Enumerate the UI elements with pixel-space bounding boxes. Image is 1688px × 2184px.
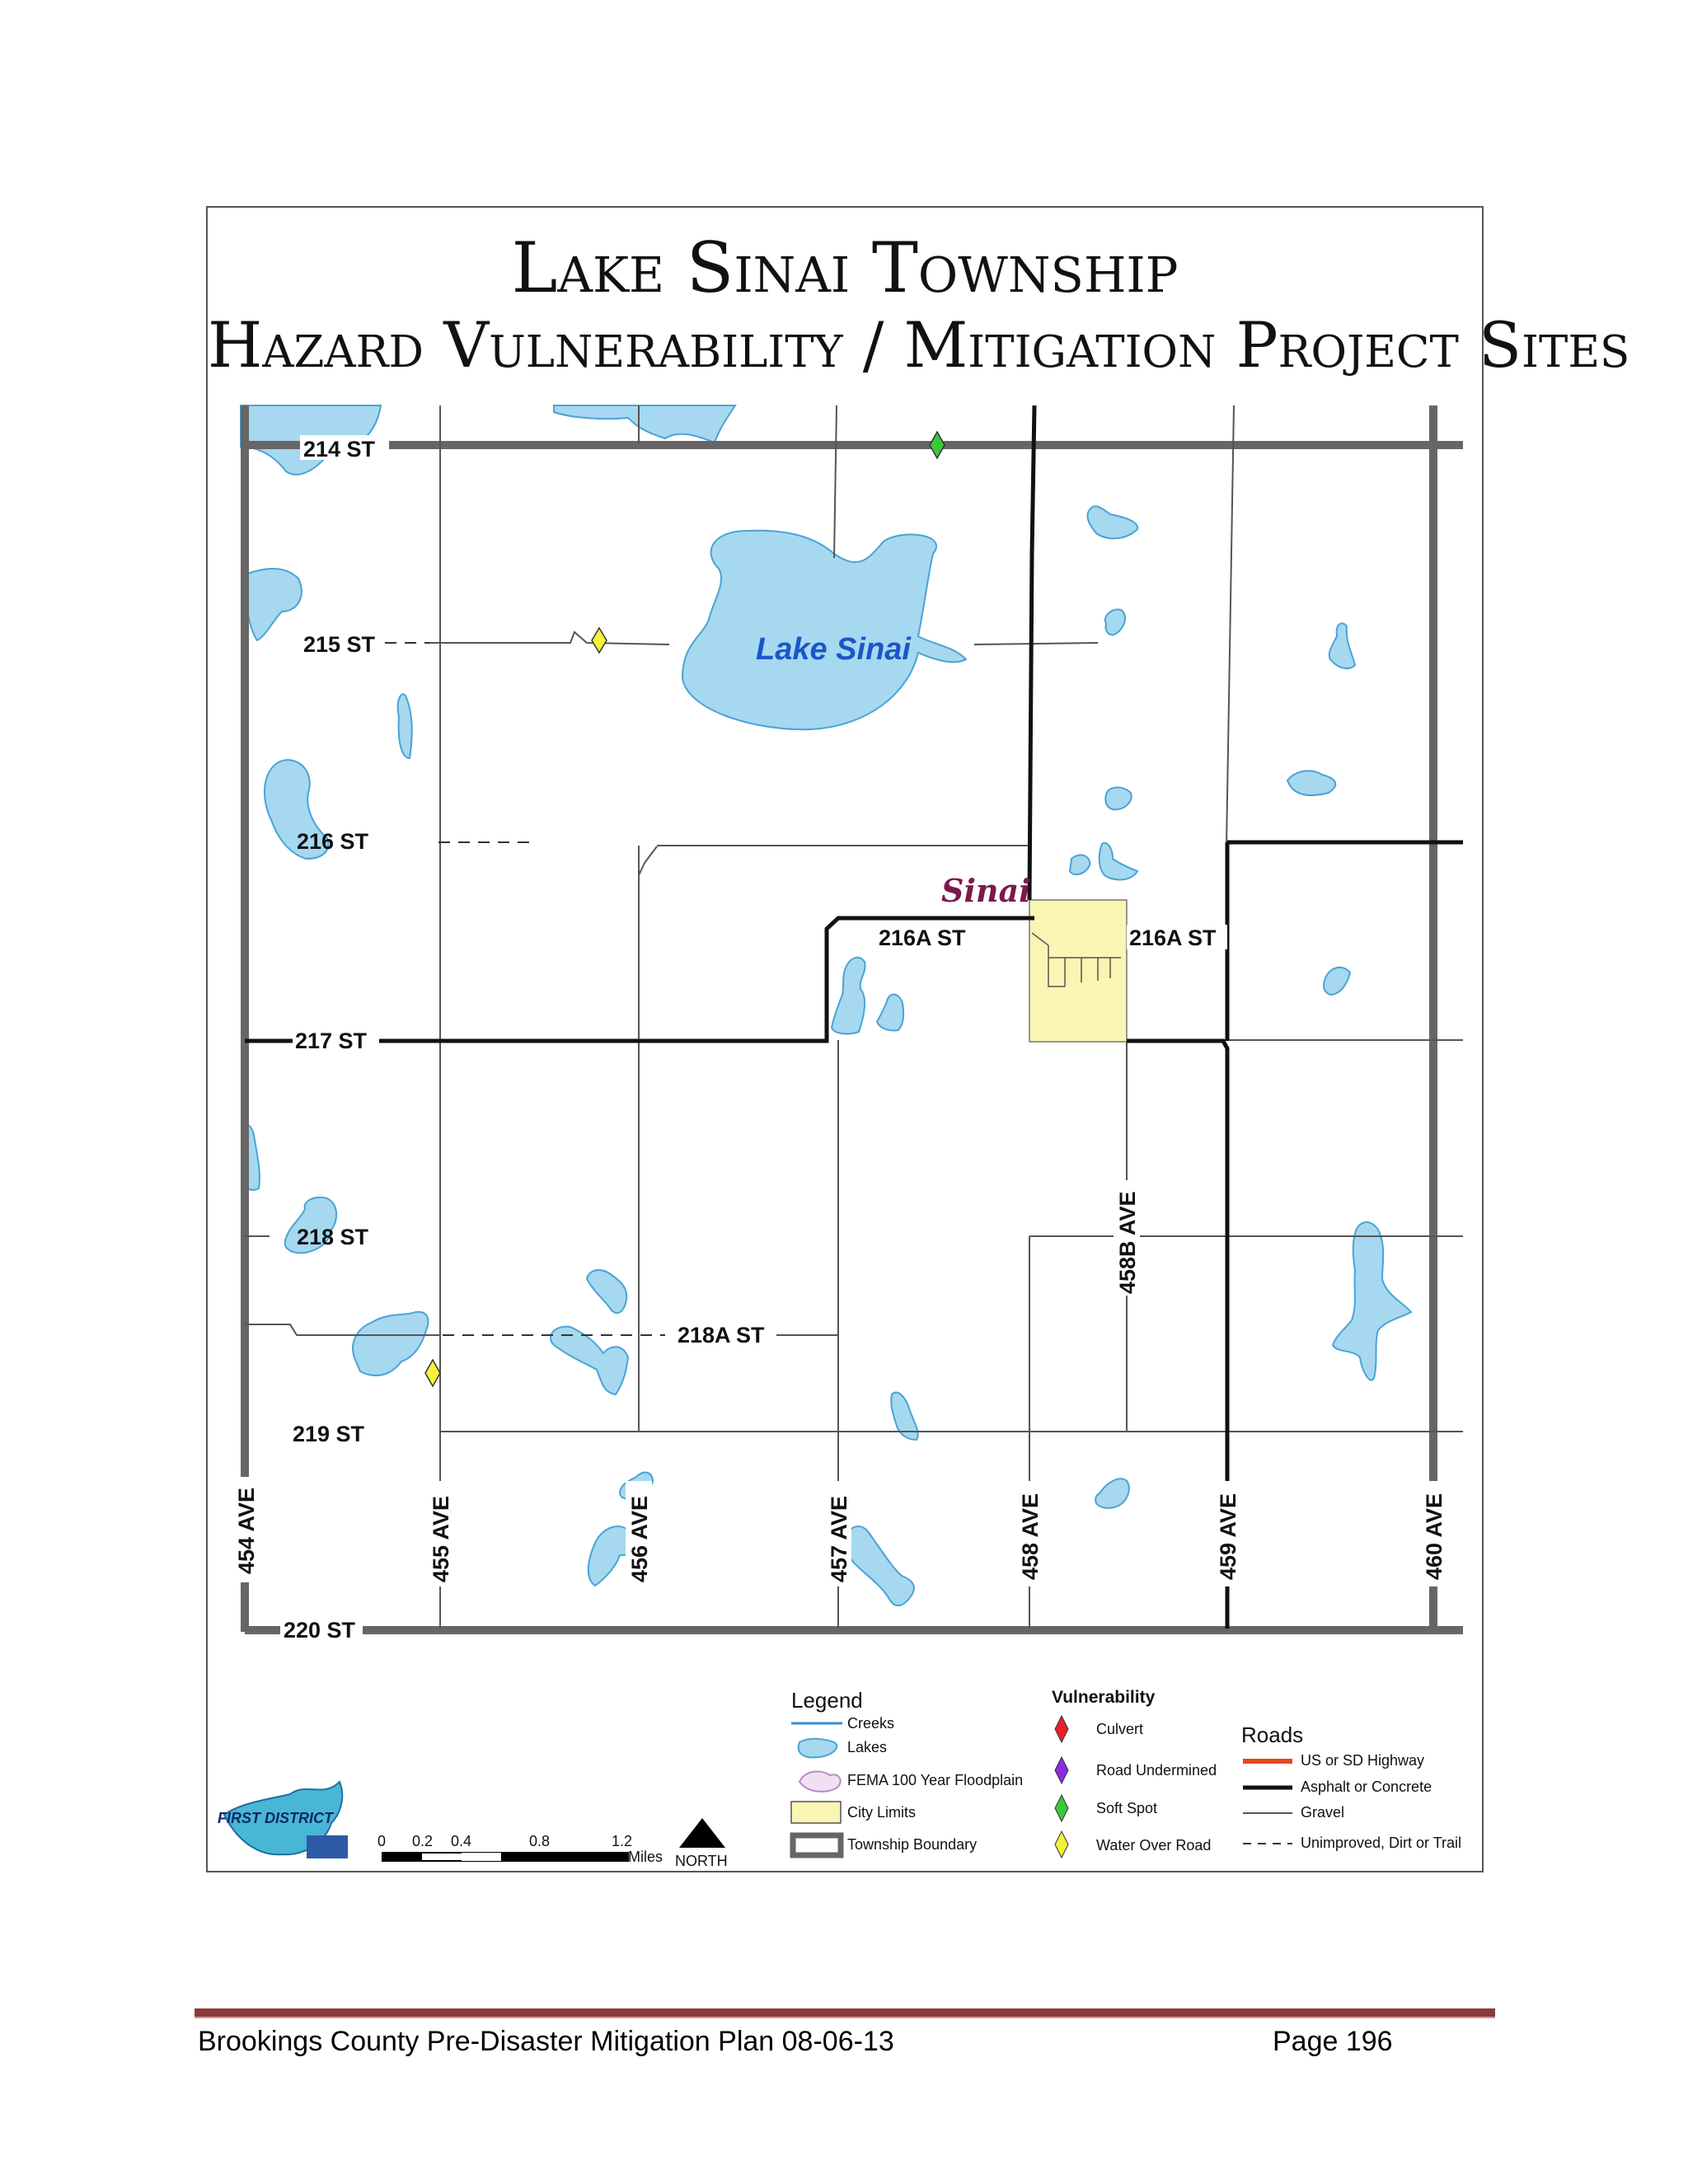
street-216a-west-label: 216A ST — [879, 926, 966, 950]
legend-item-floodplain: FEMA 100 Year Floodplain — [847, 1772, 1024, 1788]
street-214-label: 214 ST — [303, 437, 376, 462]
legend-gravel: Gravel — [1301, 1804, 1345, 1821]
lake-w-215 — [245, 569, 302, 640]
avenue-458b-label: 458B AVE — [1115, 1191, 1140, 1294]
lake-e-218 — [1333, 1222, 1411, 1380]
north-arrow-icon — [679, 1818, 725, 1848]
scale-tick-4: 1.2 — [612, 1833, 633, 1849]
soft-spot-marker — [930, 432, 945, 458]
avenue-458-label: 458 AVE — [1018, 1493, 1043, 1580]
town-sinai-label: Sinai — [941, 872, 1031, 909]
water-over-road-marker — [592, 628, 607, 653]
lake-sinai-town-n — [1070, 843, 1137, 880]
scale-unit: Miles — [628, 1849, 663, 1865]
lake-218a-mid — [551, 1327, 628, 1394]
lake-w-219 — [353, 1312, 428, 1376]
lake-sinai-label: Lake Sinai — [756, 632, 911, 667]
street-218a-label: 218A ST — [678, 1323, 765, 1347]
legend-title: Legend — [791, 1688, 863, 1713]
road-undermined-icon — [1055, 1757, 1068, 1783]
lake-sinai-shape — [682, 531, 966, 729]
north-label: NORTH — [675, 1853, 728, 1869]
culvert-icon — [1055, 1716, 1068, 1742]
street-220-label: 220 ST — [284, 1618, 356, 1643]
legend-item-creeks: Creeks — [847, 1715, 895, 1732]
scale-tick-2: 0.4 — [451, 1833, 472, 1849]
lake-small-a — [398, 694, 412, 758]
legend-unimproved: Unimproved, Dirt or Trail — [1301, 1835, 1462, 1851]
street-219-label: 219 ST — [293, 1422, 365, 1446]
street-216-label: 216 ST — [297, 829, 369, 854]
avenue-labels — [232, 1180, 1447, 1586]
first-district-logo — [218, 1782, 348, 1858]
lake-e-217 — [1324, 968, 1350, 995]
footer-page-number: Page 196 — [1273, 2026, 1393, 2057]
logo-text: FIRST DISTRICT — [218, 1810, 333, 1826]
water-over-road-icon — [1055, 1831, 1068, 1858]
lake-216a — [832, 958, 903, 1034]
water-over-road-marker — [425, 1360, 440, 1386]
scale-tick-0: 0 — [377, 1833, 387, 1849]
legend-item-boundary: Township Boundary — [847, 1836, 978, 1853]
avenue-459-label: 459 AVE — [1216, 1493, 1240, 1580]
lake-456-218a — [587, 1270, 626, 1313]
avenue-460-label: 460 AVE — [1422, 1493, 1447, 1580]
lake-e-small — [1105, 787, 1131, 809]
lake-ne-4 — [1287, 771, 1335, 795]
township-map — [208, 208, 1630, 1874]
legend-soft-spot: Soft Spot — [1096, 1800, 1158, 1816]
street-218-label: 218 ST — [297, 1225, 369, 1249]
lake-ne-3 — [1329, 623, 1355, 668]
legend-item-city-limits: City Limits — [847, 1804, 917, 1821]
soft-spot-icon — [1055, 1795, 1068, 1821]
legend-road-undermined: Road Undermined — [1096, 1762, 1217, 1779]
map-title: Lake Sinai Township — [511, 227, 1179, 308]
street-216a-east-label: 216A ST — [1129, 926, 1217, 950]
scale-tick-3: 0.8 — [529, 1833, 551, 1849]
scale-tick-1: 0.2 — [412, 1833, 434, 1849]
street-215-label: 215 ST — [303, 632, 376, 657]
map-subtitle: Hazard Vulnerability / Mitigation Project Sites — [208, 308, 1630, 382]
vulnerability-title: Vulnerability — [1052, 1688, 1156, 1707]
map-frame — [206, 206, 1630, 1872]
lake-n-top — [554, 405, 735, 443]
legend-highway: US or SD Highway — [1301, 1752, 1425, 1769]
footer-document-title: Brookings County Pre-Disaster Mitigation Plan 08-06-13 — [198, 2026, 894, 2057]
scale-bar — [377, 1818, 728, 1869]
lake-ne-2 — [1105, 609, 1125, 635]
street-217-label: 217 ST — [295, 1029, 368, 1053]
roads-title: Roads — [1241, 1722, 1304, 1747]
unimproved-roads — [385, 643, 665, 1335]
lake-458-220 — [1095, 1479, 1129, 1508]
avenue-455-label: 455 AVE — [429, 1495, 453, 1582]
lake-457-219 — [891, 1393, 917, 1440]
lake-ne-1 — [1087, 506, 1137, 538]
avenue-457-label: 457 AVE — [827, 1495, 851, 1582]
legend-item-lakes: Lakes — [847, 1739, 888, 1755]
legend-asphalt: Asphalt or Concrete — [1301, 1779, 1432, 1795]
avenue-456-label: 456 AVE — [627, 1495, 652, 1582]
legend-culvert: Culvert — [1096, 1721, 1144, 1737]
avenue-454-label: 454 AVE — [234, 1487, 259, 1574]
footer-rule — [195, 2008, 1495, 2018]
lake-457-220 — [846, 1526, 914, 1605]
city-limits-area — [1029, 900, 1127, 1042]
legend-water-over-road: Water Over Road — [1096, 1837, 1212, 1854]
legend — [791, 1688, 1461, 1858]
